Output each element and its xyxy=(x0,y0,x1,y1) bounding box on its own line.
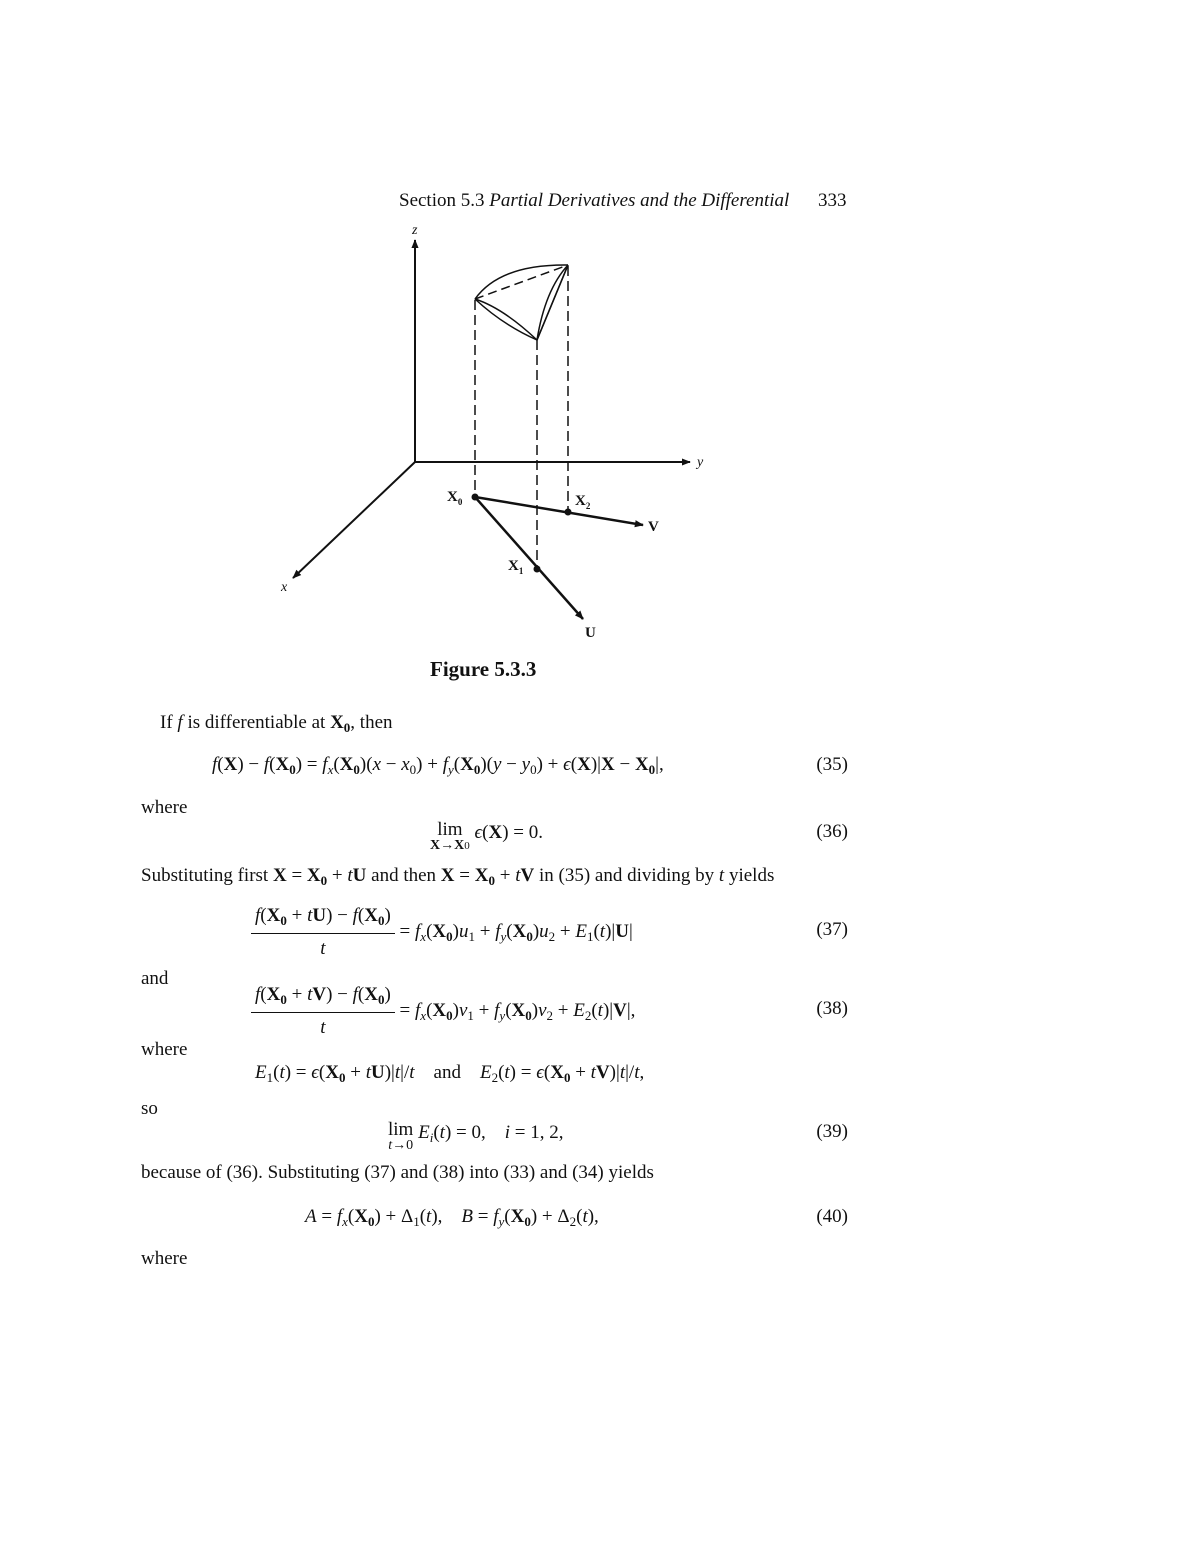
equation-37: $\frac{f(X_0 + tU) - f(X_0)}{t}$ = $f_x(X_0)u_1 + f_y(X_0)u_2 + E_1(t)|U|$ xyxy=(251,905,633,960)
label-u: U xyxy=(585,625,596,641)
equation-36: lim X→X0 ϵ(X) = 0. xyxy=(430,819,544,853)
equation-number-39: (39) xyxy=(816,1121,848,1142)
equation-number-38: (38) xyxy=(816,998,848,1019)
axis-x-label: x xyxy=(281,580,288,595)
equation-number-36: (36) xyxy=(816,821,848,842)
x-axis xyxy=(293,462,415,578)
error-definitions: $E_1(t) = \epsilon(X_0 + tU)|t|/t$ and $E_2(t) = \epsilon(X_0 + tV)|t|/t$, xyxy=(255,1062,645,1085)
figure-5-3-3 xyxy=(0,0,1200,700)
equation-35: $f(X) - f(X_0) = f_x(X_0)(x - x_0) + f_y(X_0)(y - y_0) + \epsilon(X)|X - X_0|$, xyxy=(212,754,664,777)
intro-sentence: If f is differentiable at $X_0$, then xyxy=(160,712,393,735)
page-number: 333 xyxy=(818,190,847,211)
text-where-1: where xyxy=(141,797,188,818)
label-v: V xyxy=(648,519,659,535)
axis-z-label: z xyxy=(412,223,418,238)
equation-number-37: (37) xyxy=(816,919,848,940)
figure-caption: Figure 5.3.3 xyxy=(430,657,537,681)
vector-u xyxy=(475,497,583,619)
equation-number-35: (35) xyxy=(816,754,848,775)
header-section: Section 5.3 xyxy=(399,190,485,211)
point-x0 xyxy=(472,494,479,501)
label-x1: $X_1$ xyxy=(508,558,524,576)
surface-patch xyxy=(475,265,568,340)
substituting-sentence: Substituting first $X = X_0$ + tU and then $X = X_0$ + tV in (35) and dividing by t yields xyxy=(141,865,775,888)
vector-v xyxy=(475,497,643,525)
label-x2: $X_2$ xyxy=(575,493,591,511)
equation-40: $A = f_x(X_0) + \Delta_1(t)$, $B = f_y(X_0) + \Delta_2(t)$, xyxy=(305,1206,599,1229)
equation-number-40: (40) xyxy=(816,1206,848,1227)
equation-39: lim t→0 $E_i(t) = 0$, i = 1, 2, xyxy=(388,1119,564,1153)
because-sentence: because of (36). Substituting (37) and (38) into (33) and (34) yields xyxy=(141,1162,654,1183)
axis-y-label: y xyxy=(697,455,704,470)
text-where-2: where xyxy=(141,1039,188,1060)
header-section-title: Partial Derivatives and the Differential xyxy=(489,190,790,211)
equation-38: $\frac{f(X_0 + tV) - f(X_0)}{t}$ = $f_x(X_0)v_1 + f_y(X_0)v_2 + E_2(t)|V|$, xyxy=(251,984,635,1039)
label-x0: $X_0$ xyxy=(447,489,463,507)
text-where-3: where xyxy=(141,1248,188,1269)
text-and: and xyxy=(141,968,169,989)
text-so: so xyxy=(141,1098,158,1119)
